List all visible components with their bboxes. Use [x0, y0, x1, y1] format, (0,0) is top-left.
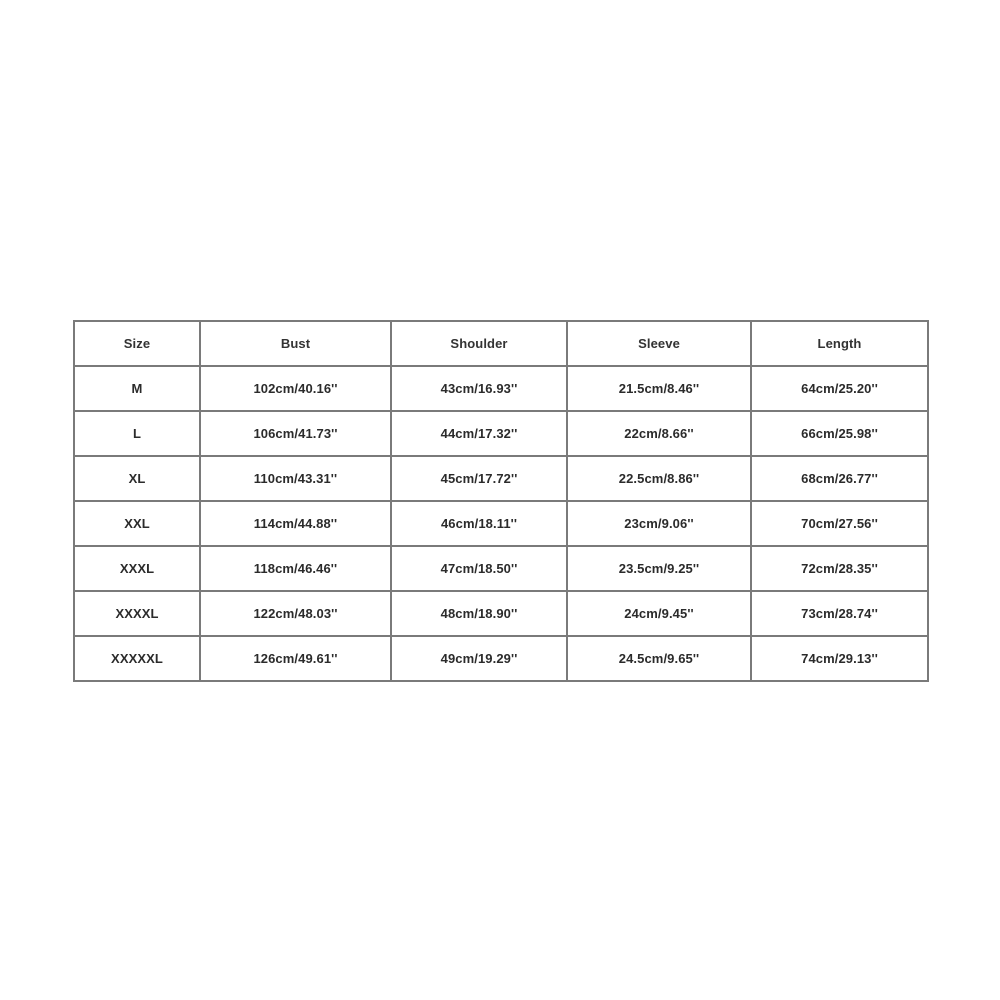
cell-sleeve: 22cm/8.66'': [567, 411, 751, 456]
cell-bust: 126cm/49.61'': [200, 636, 391, 681]
cell-sleeve: 22.5cm/8.86'': [567, 456, 751, 501]
table-header-row: [74, 321, 928, 366]
cell-size: XXXXL: [74, 591, 200, 636]
cell-bust: 118cm/46.46'': [200, 546, 391, 591]
cell-shoulder: 46cm/18.11'': [391, 501, 567, 546]
cell-shoulder: 43cm/16.93'': [391, 366, 567, 411]
header-length: Length: [751, 321, 928, 366]
header-bust: Bust: [200, 321, 391, 366]
cell-length: 68cm/26.77'': [751, 456, 928, 501]
cell-length: 73cm/28.74'': [751, 591, 928, 636]
cell-sleeve: 23cm/9.06'': [567, 501, 751, 546]
size-chart-table: [73, 320, 929, 682]
table-row: [74, 456, 928, 501]
table-row: [74, 366, 928, 411]
cell-shoulder: 45cm/17.72'': [391, 456, 567, 501]
cell-length: 64cm/25.20'': [751, 366, 928, 411]
table-row: [74, 591, 928, 636]
cell-size: M: [74, 366, 200, 411]
table-row: [74, 636, 928, 681]
cell-size: L: [74, 411, 200, 456]
cell-bust: 102cm/40.16'': [200, 366, 391, 411]
cell-shoulder: 47cm/18.50'': [391, 546, 567, 591]
cell-size: XXXL: [74, 546, 200, 591]
cell-bust: 122cm/48.03'': [200, 591, 391, 636]
header-sleeve: Sleeve: [567, 321, 751, 366]
cell-shoulder: 48cm/18.90'': [391, 591, 567, 636]
cell-size: XXL: [74, 501, 200, 546]
cell-sleeve: 21.5cm/8.46'': [567, 366, 751, 411]
cell-size: XXXXXL: [74, 636, 200, 681]
cell-bust: 106cm/41.73'': [200, 411, 391, 456]
cell-length: 72cm/28.35'': [751, 546, 928, 591]
cell-sleeve: 24cm/9.45'': [567, 591, 751, 636]
cell-bust: 110cm/43.31'': [200, 456, 391, 501]
cell-length: 70cm/27.56'': [751, 501, 928, 546]
table-row: [74, 411, 928, 456]
cell-sleeve: 23.5cm/9.25'': [567, 546, 751, 591]
cell-size: XL: [74, 456, 200, 501]
cell-sleeve: 24.5cm/9.65'': [567, 636, 751, 681]
cell-shoulder: 49cm/19.29'': [391, 636, 567, 681]
header-shoulder: Shoulder: [391, 321, 567, 366]
cell-bust: 114cm/44.88'': [200, 501, 391, 546]
cell-shoulder: 44cm/17.32'': [391, 411, 567, 456]
header-size: Size: [74, 321, 200, 366]
table-row: [74, 501, 928, 546]
cell-length: 74cm/29.13'': [751, 636, 928, 681]
cell-length: 66cm/25.98'': [751, 411, 928, 456]
table-row: [74, 546, 928, 591]
